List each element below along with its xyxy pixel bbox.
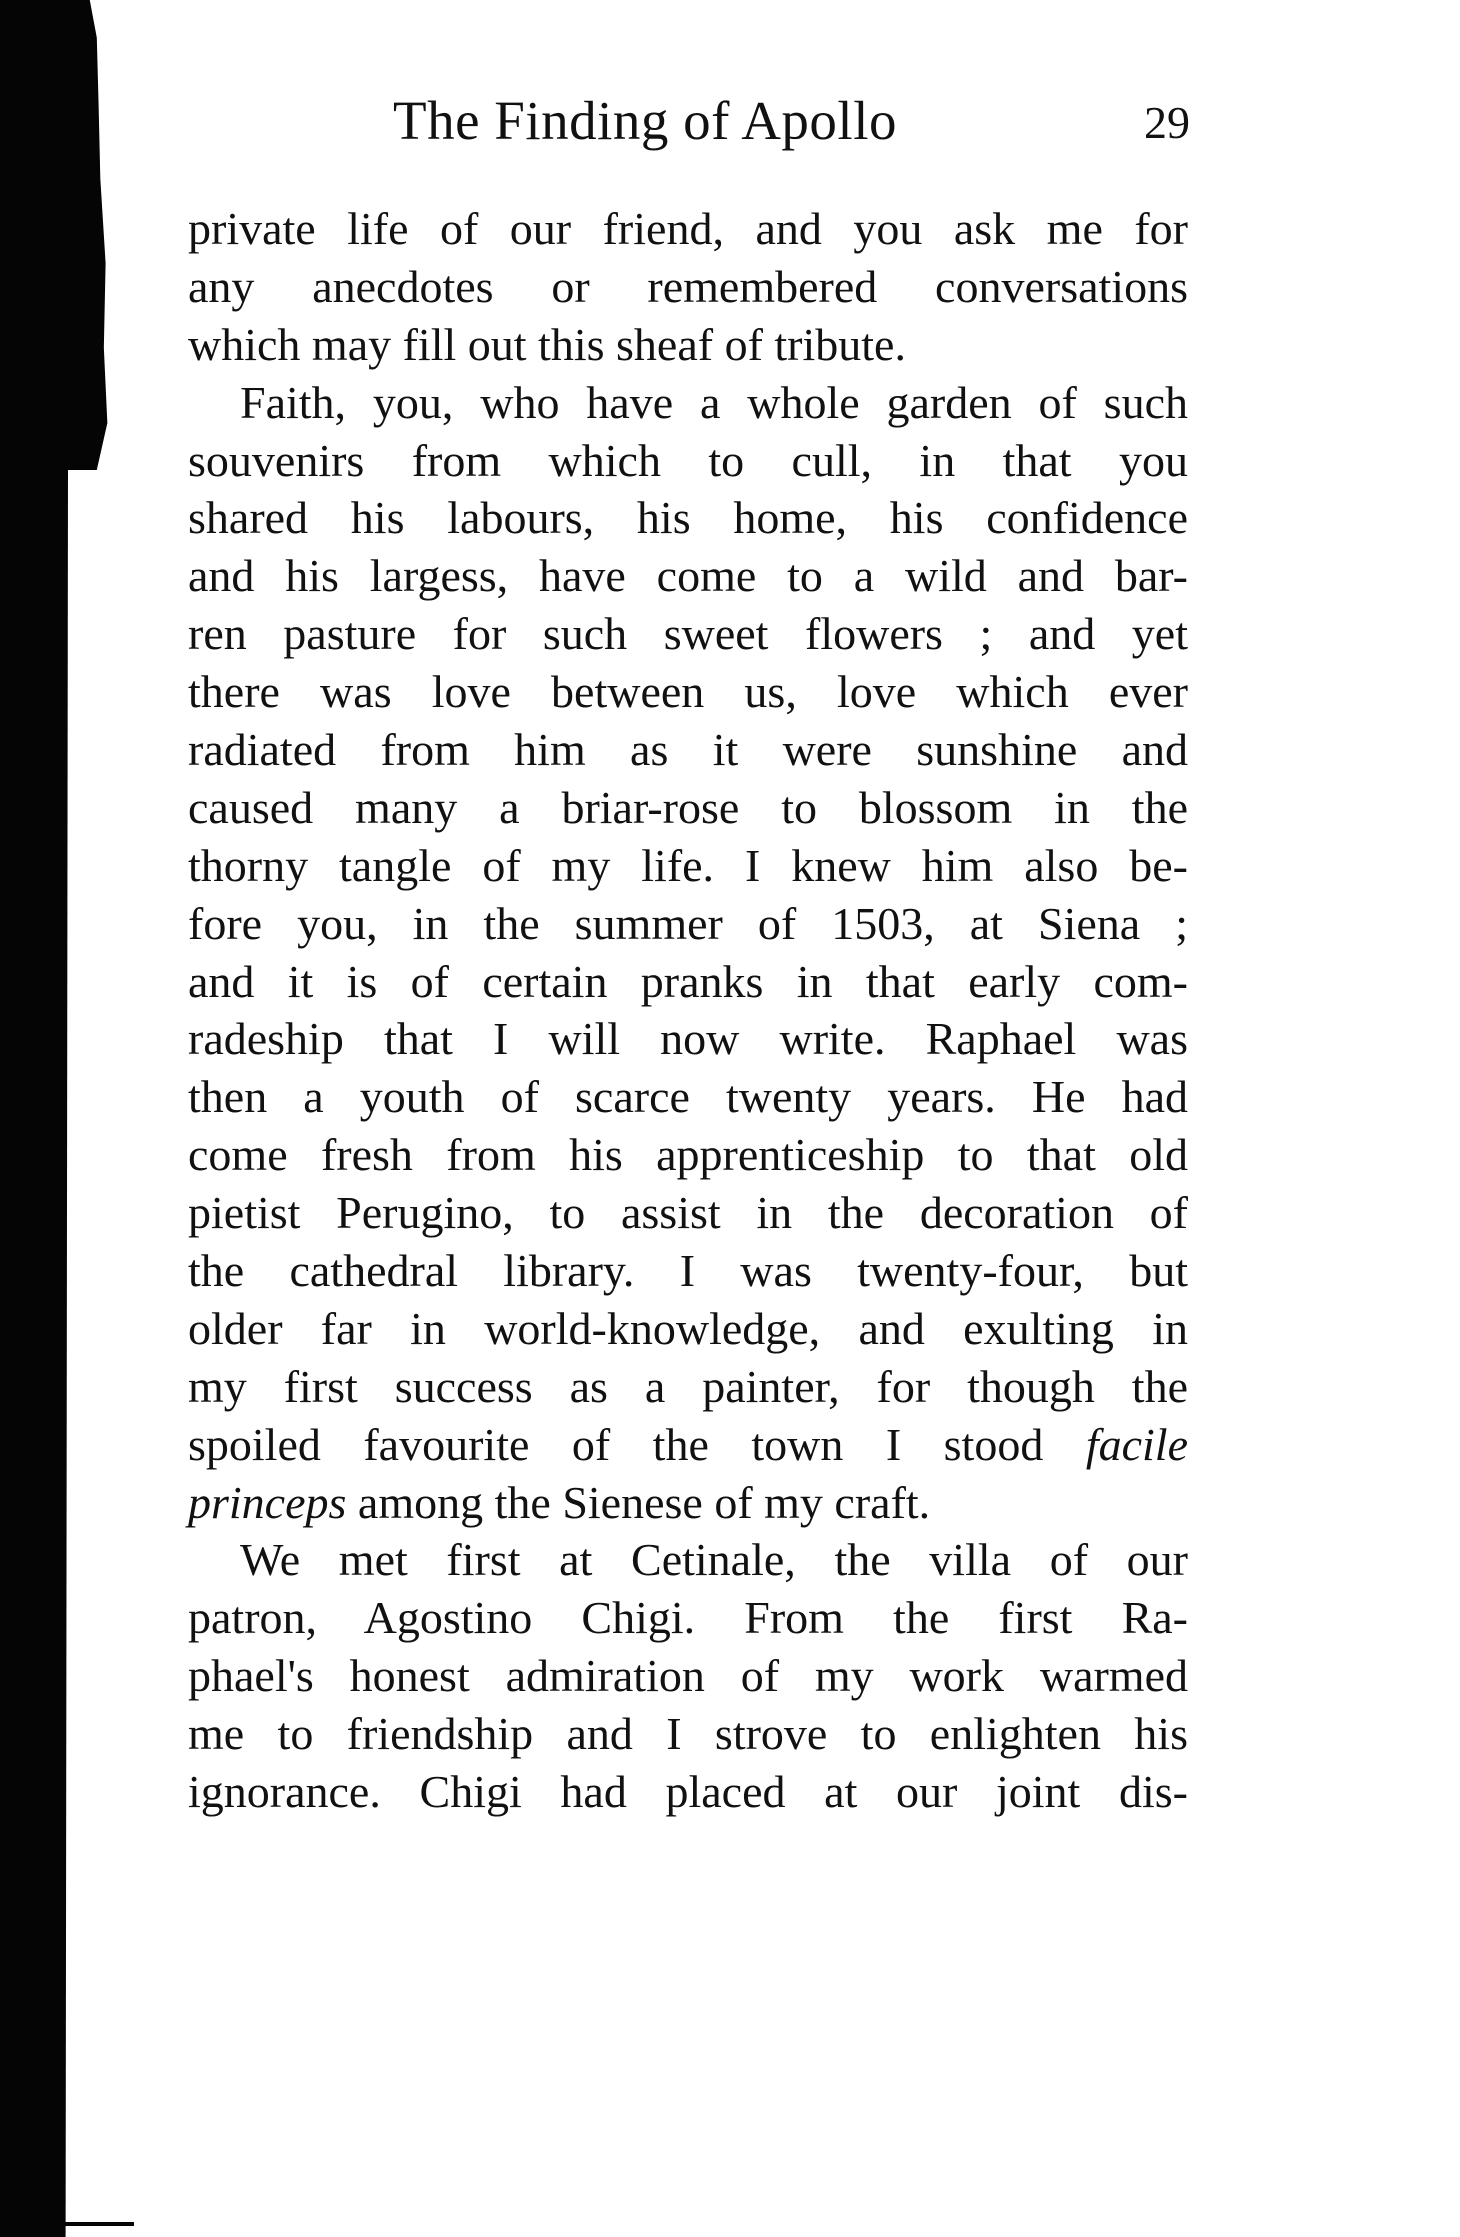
paragraph-start-line: We met first at Cetinale, the villa of our	[240, 1534, 1188, 1586]
text-line: fore you, in the summer of 1503, at Siena ;	[188, 897, 1188, 949]
text-line: any anecdotes or remembered conversations	[188, 260, 1188, 312]
text-line: then a youth of scarce twenty years. He had	[188, 1071, 1188, 1123]
text-line: ignorance. Chigi had placed at our joint dis-	[188, 1766, 1188, 1818]
text-line: shared his labours, his home, his confidence	[188, 492, 1188, 544]
text-line: my first success as a painter, for though the	[188, 1360, 1188, 1412]
running-head	[188, 86, 1200, 156]
text-line-with-italics	[188, 1474, 1188, 1532]
body-text	[188, 200, 1188, 1821]
text-line: phael's honest admiration of my work warmed	[188, 1650, 1188, 1702]
text-line: which may fill out this sheaf of tribute.	[188, 318, 906, 370]
text-line: and it is of certain pranks in that early com-	[188, 955, 1188, 1007]
text-line: radiated from him as it were sunshine and	[188, 724, 1188, 776]
italic-phrase: facile	[1085, 1418, 1188, 1470]
text-line: private life of our friend, and you ask me for	[188, 203, 1188, 254]
scan-border-foot	[44, 2222, 134, 2226]
scan-border-tail	[44, 470, 68, 2237]
text-line: there was love between us, love which ever	[188, 666, 1188, 718]
text-line: radeship that I will now write. Raphael was	[188, 1013, 1188, 1065]
text-line-with-italics	[188, 1416, 1188, 1474]
scan-border-left	[0, 0, 44, 2237]
text-line: me to friendship and I strove to enlighten his	[188, 1708, 1188, 1760]
text-line: ren pasture for such sweet flowers ; and yet	[188, 608, 1188, 660]
text-line: pietist Perugino, to assist in the decoration of	[188, 1187, 1188, 1239]
italic-phrase: princeps	[188, 1476, 347, 1528]
text-line: thorny tangle of my life. I knew him also be-	[188, 839, 1188, 891]
text-line: come fresh from his apprenticeship to that old	[188, 1129, 1188, 1181]
text-fragment: spoiled favourite of the town I stood	[188, 1418, 1044, 1470]
text-line: patron, Agostino Chigi. From the first Ra-	[188, 1592, 1188, 1644]
page-number: 29	[1144, 97, 1190, 148]
text-line: caused many a briar-rose to blossom in the	[188, 781, 1188, 833]
text-line: and his largess, have come to a wild and bar-	[188, 550, 1188, 602]
text-line: older far in world-knowledge, and exulting in	[188, 1302, 1188, 1354]
text-line: souvenirs from which to cull, in that you	[188, 434, 1188, 486]
text-line: the cathedral library. I was twenty-four, but	[188, 1245, 1188, 1297]
text-fragment: among the Sienese of my craft.	[357, 1476, 931, 1528]
running-title: The Finding of Apollo	[393, 90, 897, 151]
scan-border-notch	[44, 0, 132, 470]
paragraph-start-line: Faith, you, who have a whole garden of such	[240, 376, 1188, 428]
